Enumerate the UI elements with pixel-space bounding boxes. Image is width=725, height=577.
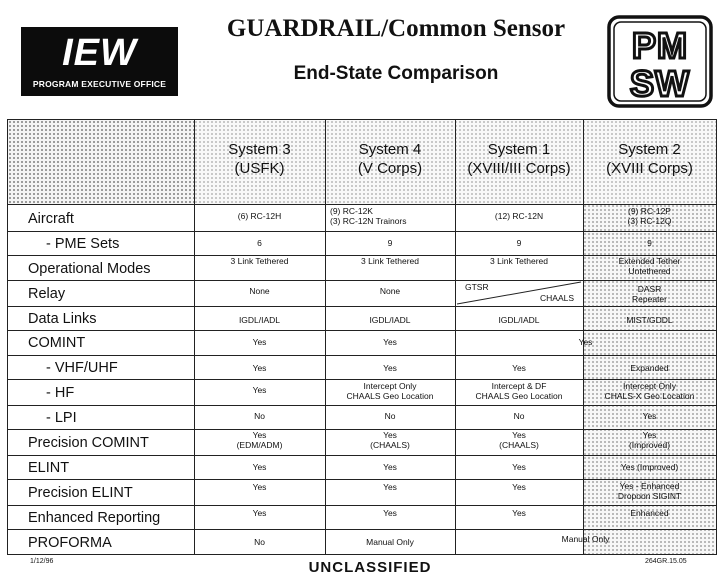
cell-line: (CHAALS) — [499, 440, 539, 450]
row-label-data-links: Data Links — [28, 311, 97, 327]
row-label-operational-modes: Operational Modes — [28, 261, 151, 277]
cell-line: CHALS-X Geo Location — [604, 391, 695, 401]
cell-pcomint-system2 — [583, 430, 716, 450]
cell-aircraft-system2 — [583, 206, 716, 226]
row-divider — [7, 455, 717, 456]
row-divider — [7, 280, 717, 281]
pmsw-badge-icon — [605, 14, 715, 109]
column-header-line2: (V Corps) — [357, 160, 423, 177]
cell-line: (3) RC-12Q — [627, 216, 672, 226]
cell-lpi-system3: No — [254, 411, 265, 421]
row-label-proforma: PROFORMA — [28, 535, 112, 551]
cell-line: DASR — [637, 284, 662, 294]
cell-datalinks-system1: IGDL/IADL — [498, 315, 540, 325]
cell-aircraft-system4 — [330, 206, 407, 226]
cell-line: (CHAALS) — [370, 440, 410, 450]
iew-logo-title: IEW — [62, 32, 137, 74]
cell-line: (9) RC-12K — [330, 206, 373, 216]
page-title: GUARDRAIL/Common Sensor — [226, 15, 566, 42]
cell-relay-system4: None — [379, 286, 401, 296]
cell-proforma-system1-2: Manual Only — [561, 534, 610, 544]
row-label-pme-sets: - PME Sets — [46, 236, 120, 252]
row-divider — [7, 204, 717, 205]
page-subtitle: End-State Comparison — [293, 63, 499, 84]
cell-vhf-system3: Yes — [252, 363, 267, 373]
row-label-precision-elint: Precision ELINT — [28, 485, 133, 501]
cell-lpi-system1: No — [513, 411, 525, 421]
column-header-line1: System 1 — [487, 141, 551, 158]
cell-line: Yes — [642, 430, 657, 440]
cell-opmodes-system1: 3 Link Tethered — [490, 256, 548, 266]
cell-opmodes-system3: 3 Link Tethered — [230, 256, 289, 266]
column-header-line2: (USFK) — [234, 160, 285, 177]
cell-line: Yes - Enhanced — [619, 481, 680, 491]
row-label-vhf-uhf: - VHF/UHF — [46, 360, 118, 376]
cell-line: Yes — [512, 430, 526, 440]
cell-elint-system3: Yes — [252, 462, 267, 472]
cell-aircraft-system1: (12) RC-12N — [494, 211, 544, 221]
cell-hf-system2 — [583, 381, 716, 401]
row-label-hf: - HF — [46, 385, 75, 401]
cell-opmodes-system2 — [583, 256, 716, 276]
iew-logo — [21, 27, 178, 96]
cell-lpi-system4: No — [384, 411, 396, 421]
cell-pcomint-system1 — [455, 430, 583, 450]
cell-relay-system1-chaals: CHAALS — [540, 293, 575, 303]
column-header-system2 — [583, 140, 716, 178]
cell-pme-system4: 9 — [387, 238, 393, 248]
row-label-elint: ELINT — [28, 460, 70, 476]
footer-date: 1/12/96 — [30, 558, 54, 565]
cell-datalinks-system2: MIST/GDDL — [626, 315, 673, 325]
row-label-relay: Relay — [28, 286, 66, 302]
cell-opmodes-system4: 3 Link Tethered — [361, 256, 419, 266]
cell-vhf-system1: Yes — [512, 363, 526, 373]
cell-comint-system4: Yes — [383, 337, 397, 347]
cell-pelint-system1: Yes — [512, 482, 526, 492]
column-header-line1: System 3 — [228, 141, 291, 158]
row-label-comint: COMINT — [28, 335, 86, 351]
cell-lpi-system2: Yes — [642, 411, 657, 421]
cell-relay-system3: None — [249, 286, 270, 296]
cell-elint-system1: Yes — [512, 462, 526, 472]
cell-hf-system4 — [325, 381, 455, 401]
cell-line: Dropoon SIGINT — [617, 491, 682, 501]
row-divider — [7, 231, 717, 232]
cell-proforma-system3: No — [254, 537, 265, 547]
cell-relay-system1-gtsr: GTSR — [465, 282, 489, 292]
cell-enhanced-system1: Yes — [512, 508, 526, 518]
row-label-enhanced-reporting: Enhanced Reporting — [28, 510, 161, 526]
cell-datalinks-system4: IGDL/IADL — [369, 315, 411, 325]
cell-hf-system1 — [455, 381, 583, 401]
cell-datalinks-system3: IGDL/IADL — [238, 315, 281, 325]
cell-pme-system1: 9 — [516, 238, 522, 248]
cell-elint-system4: Yes — [383, 462, 397, 472]
cell-line: Repeater — [632, 294, 667, 304]
cell-enhanced-system3: Yes — [252, 508, 267, 518]
row-divider — [7, 330, 717, 331]
cell-line: Yes — [252, 430, 267, 440]
cell-proforma-system4: Manual Only — [366, 537, 414, 547]
cell-vhf-system2: Expanded — [630, 363, 669, 373]
row-divider — [7, 306, 717, 307]
cell-elint-system2: Yes (Improved) — [620, 462, 679, 472]
row-divider — [7, 405, 717, 406]
column-header-system3 — [194, 140, 325, 178]
cell-pme-system2: 9 — [647, 238, 652, 248]
row-divider — [7, 479, 717, 480]
cell-pcomint-system3 — [194, 430, 325, 450]
cell-pcomint-system4 — [325, 430, 455, 450]
row-divider — [7, 355, 717, 356]
cell-line: (3) RC-12N Trainors — [330, 216, 407, 226]
cell-line: Intercept & DF — [491, 381, 547, 391]
row-divider — [7, 379, 717, 380]
cell-comint-system3: Yes — [252, 337, 267, 347]
column-header-system4 — [325, 140, 455, 178]
iew-logo-subtitle: PROGRAM EXECUTIVE OFFICE — [32, 79, 167, 89]
cell-line: CHAALS Geo Location — [346, 391, 434, 401]
cell-pelint-system2 — [583, 481, 716, 501]
row-label-aircraft: Aircraft — [28, 211, 74, 227]
cell-enhanced-system2: Enhanced — [630, 508, 669, 518]
cell-line: (Improved) — [628, 440, 671, 450]
row-label-precision-comint: Precision COMINT — [28, 435, 149, 451]
cell-pelint-system3: Yes — [252, 482, 267, 492]
cell-line: (EDM/ADM) — [236, 440, 283, 450]
cell-line: Untethered — [628, 266, 671, 276]
cell-aircraft-system3: (6) RC-12H — [237, 211, 282, 221]
row-divider — [7, 529, 717, 530]
cell-line: (9) RC-12P — [628, 206, 671, 216]
cell-hf-system3: Yes — [252, 385, 267, 395]
cell-line: CHAALS Geo Location — [475, 391, 563, 401]
pmsw-badge-line2: SW — [630, 63, 690, 104]
classification-marking: UNCLASSIFIED — [308, 559, 432, 576]
cell-relay-system2 — [583, 284, 716, 304]
cell-line: Extended Tether — [618, 256, 681, 266]
column-header-line2: (XVIII/III Corps) — [467, 160, 571, 177]
column-header-system1 — [455, 140, 583, 178]
cell-comint-system1-2: Yes — [578, 337, 593, 347]
pmsw-badge-line1: PM — [632, 25, 688, 66]
cell-pelint-system4: Yes — [383, 482, 397, 492]
column-header-line1: System 2 — [618, 141, 681, 158]
row-label-lpi: - LPI — [46, 410, 77, 426]
row-divider — [7, 505, 717, 506]
cell-line: Yes — [383, 430, 397, 440]
column-header-line1: System 4 — [358, 141, 422, 158]
column-header-line2: (XVIII Corps) — [606, 160, 693, 177]
cell-line: Intercept Only — [363, 381, 417, 391]
cell-enhanced-system4: Yes — [383, 508, 397, 518]
footer-code: 264GR.15.05 — [645, 558, 687, 565]
cell-line: Intercept Only — [623, 381, 676, 391]
cell-pme-system3: 6 — [257, 238, 262, 248]
cell-vhf-system4: Yes — [383, 363, 397, 373]
